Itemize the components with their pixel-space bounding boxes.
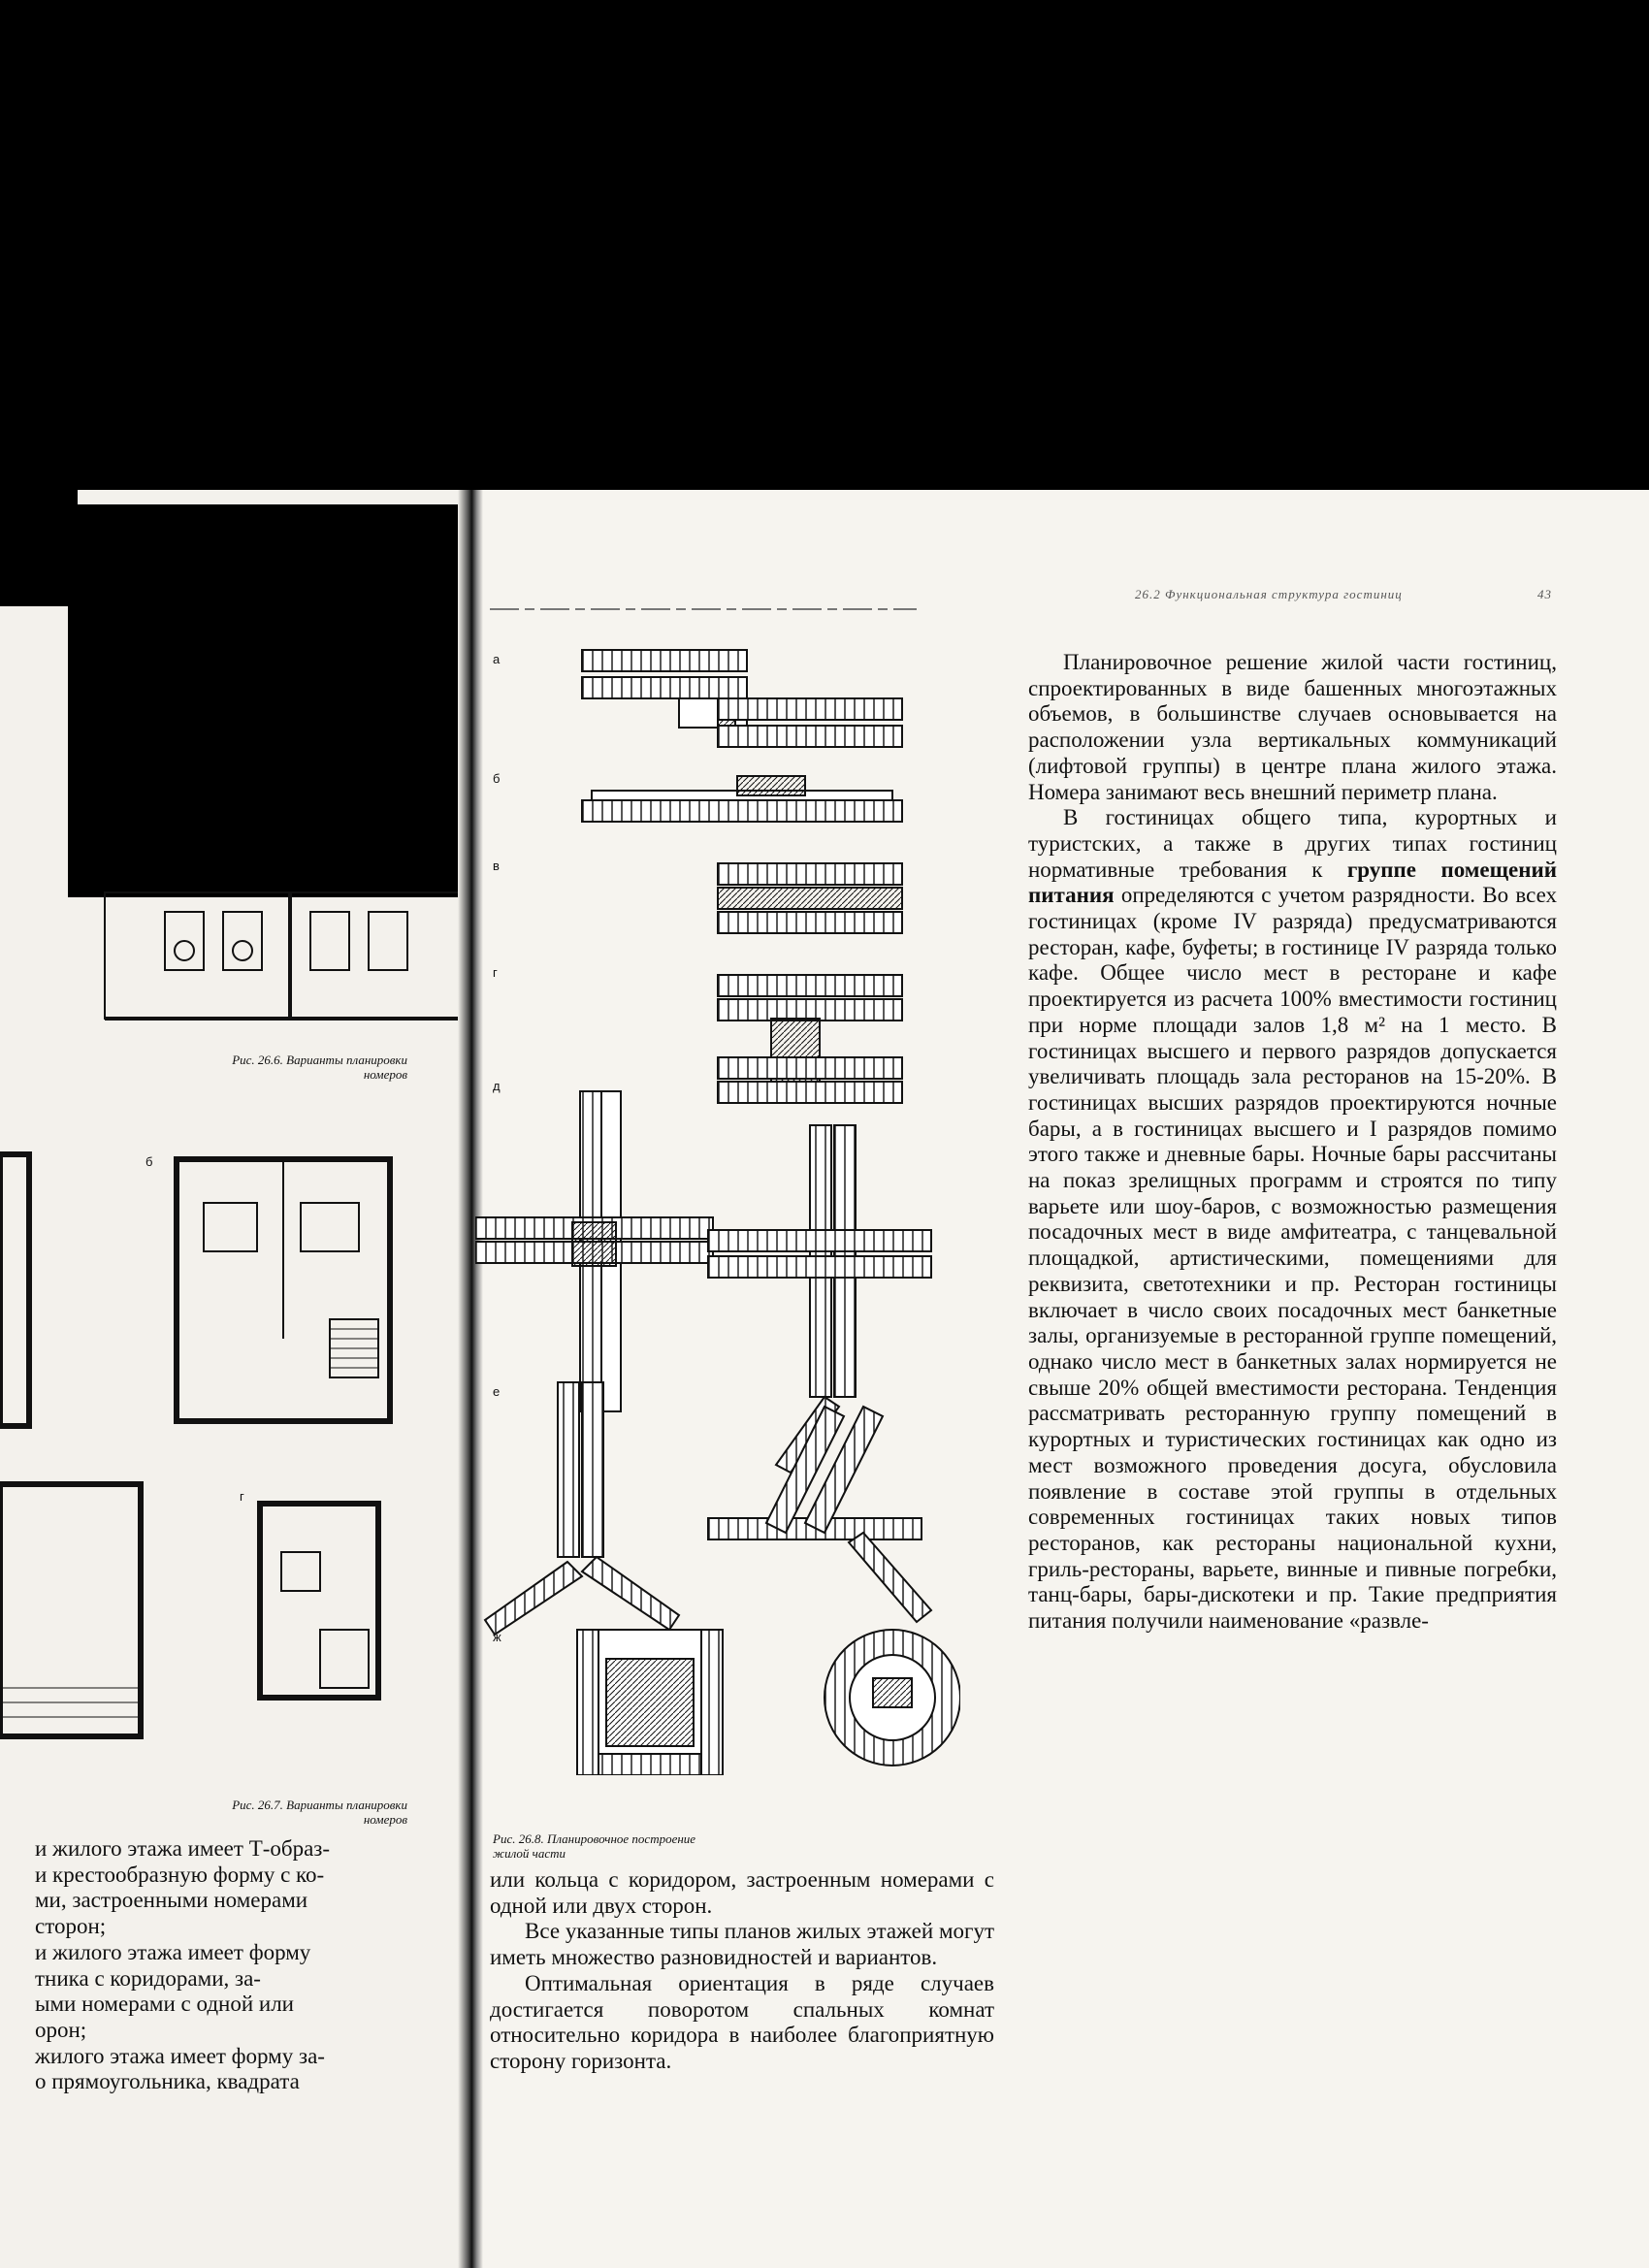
header-rule <box>490 606 917 612</box>
figure-label: г <box>240 1489 244 1504</box>
text-line: орон; <box>35 2017 87 2042</box>
figure-label: б <box>146 1154 153 1169</box>
left-column-fragment <box>0 1836 405 2095</box>
figure-label: ж <box>493 1630 501 1644</box>
text-line: и жилого этажа имеет Т-образ- <box>35 1836 331 1861</box>
figure-label: е <box>493 1384 501 1399</box>
paragraph: Планировочное решение жилой части гостиниц, спроектированных в виде башенных многоэтажных объемов, в большинстве случаев основывается на расположении узла вертикальных коммуникаций (лифтовой группы) в центре плана жилого этажа. Номера занимают весь внешний периметр плана. <box>1028 650 1557 804</box>
room-plans-26-7 <box>0 1145 417 1785</box>
page-number: 43 <box>1537 587 1552 601</box>
figure-label: д <box>493 1079 501 1093</box>
text-line: ми, застроенными номерами <box>35 1888 308 1913</box>
text-line: о прямоугольника, квадрата <box>35 2069 300 2094</box>
paragraph <box>1028 805 1557 1635</box>
figure-label: г <box>493 965 498 980</box>
figure-26-8-caption: Рис. 26.8. Планировочное построение жилой части <box>493 1831 696 1861</box>
figure-label: а <box>493 652 501 666</box>
paragraph: Оптимальная ориентация в ряде случаев достигается поворотом спальных комнат относительно коридора в наиболее благоприятную сторону горизонта. <box>490 1970 994 2073</box>
paragraph: Все указанные типы планов жилых этажей могут иметь множество разновидностей и вариантов. <box>490 1919 994 1970</box>
page-shadow-dark <box>68 504 477 897</box>
paragraph: или кольца с коридором, застроенным номерами с одной или двух сторон. <box>490 1867 994 1918</box>
bold-term: группе помещений питания <box>1028 857 1558 908</box>
text-line: и жилого этажа имеет форму <box>35 1939 311 1964</box>
text-line: и крестообразную форму с ко- <box>35 1862 325 1887</box>
running-header: 26.2 Функциональная структура гостиниц <box>1135 587 1403 601</box>
figure-26-6-caption: Рис. 26.6. Варианты планировки номеров <box>232 1053 407 1082</box>
floor-plan-diagrams-26-8 <box>475 631 960 1775</box>
middle-column-text <box>490 1867 994 2075</box>
figure-26-7-caption: Рис. 26.7. Варианты планировки номеров <box>232 1798 407 1827</box>
floor-plan-26-6 <box>58 873 466 1048</box>
text-line: ыми номерами с одной или <box>35 1992 294 2017</box>
text-line: сторон; <box>35 1914 107 1939</box>
text-line: тника с коридорами, за- <box>35 1965 261 1991</box>
figure-label: в <box>493 859 500 873</box>
paragraph-text: определяются с учетом разрядности. Во всех гостиницах (кроме IV разряда) предусматриваются ресторан, кафе, буфеты; в гостинице IV разряда только кафе. Общее число мест в ресторане и кафе проектируется из расчета 100% вместимости гостиниц при норме площади залов 1,8 м² на 1 место. В гостиницах высшего и первого разрядов допускается увеличивать площадь зала ресторанов на 15-20%. В гостиницах высших разрядов проектируются ночные бары, а в гостиницах высшего и I разрядов помимо этого также и дневные бары. Ночные бары рассчитаны на показ зрелищных программ и строятся по типу варьете или шоу-баров, с возможностью размещения посадочных мест в виде амфитеатра, с танцевальной площадкой, артистическими, помещениями для реквизита, светотехники и пр. Ресторан гостиницы включает в число своих посадочных мест банкетные залы, организуемые в ресторанной группе помещений, однако число мест в банкетных залах нормируется не свыше 20% общей вместимости ресторана. Тенденция рассматривать ресторанную группу помещений в курортных и туристических гостиницах как одно из мест возможного проведения досуга, обусловила появление в составе этой группы в отдельных современных гостиницах таких новых типов ресторанов, как рестораны национальной кухни, гриль-рестораны, варьете, винные и пивные погребки, танц-бары, бары-дискотеки и пр. Такие предприятия питания получили наименование «развле- <box>1028 883 1558 1634</box>
page-shadow-dark <box>0 490 78 606</box>
figure-label: б <box>493 771 501 786</box>
text-line: жилого этажа имеет форму за- <box>35 2043 325 2068</box>
paragraph-text: В гостиницах общего типа, курортных и туристских, а также в других типах гостиниц нормативные требования к <box>1028 805 1557 882</box>
right-column-text <box>1028 650 1557 1635</box>
